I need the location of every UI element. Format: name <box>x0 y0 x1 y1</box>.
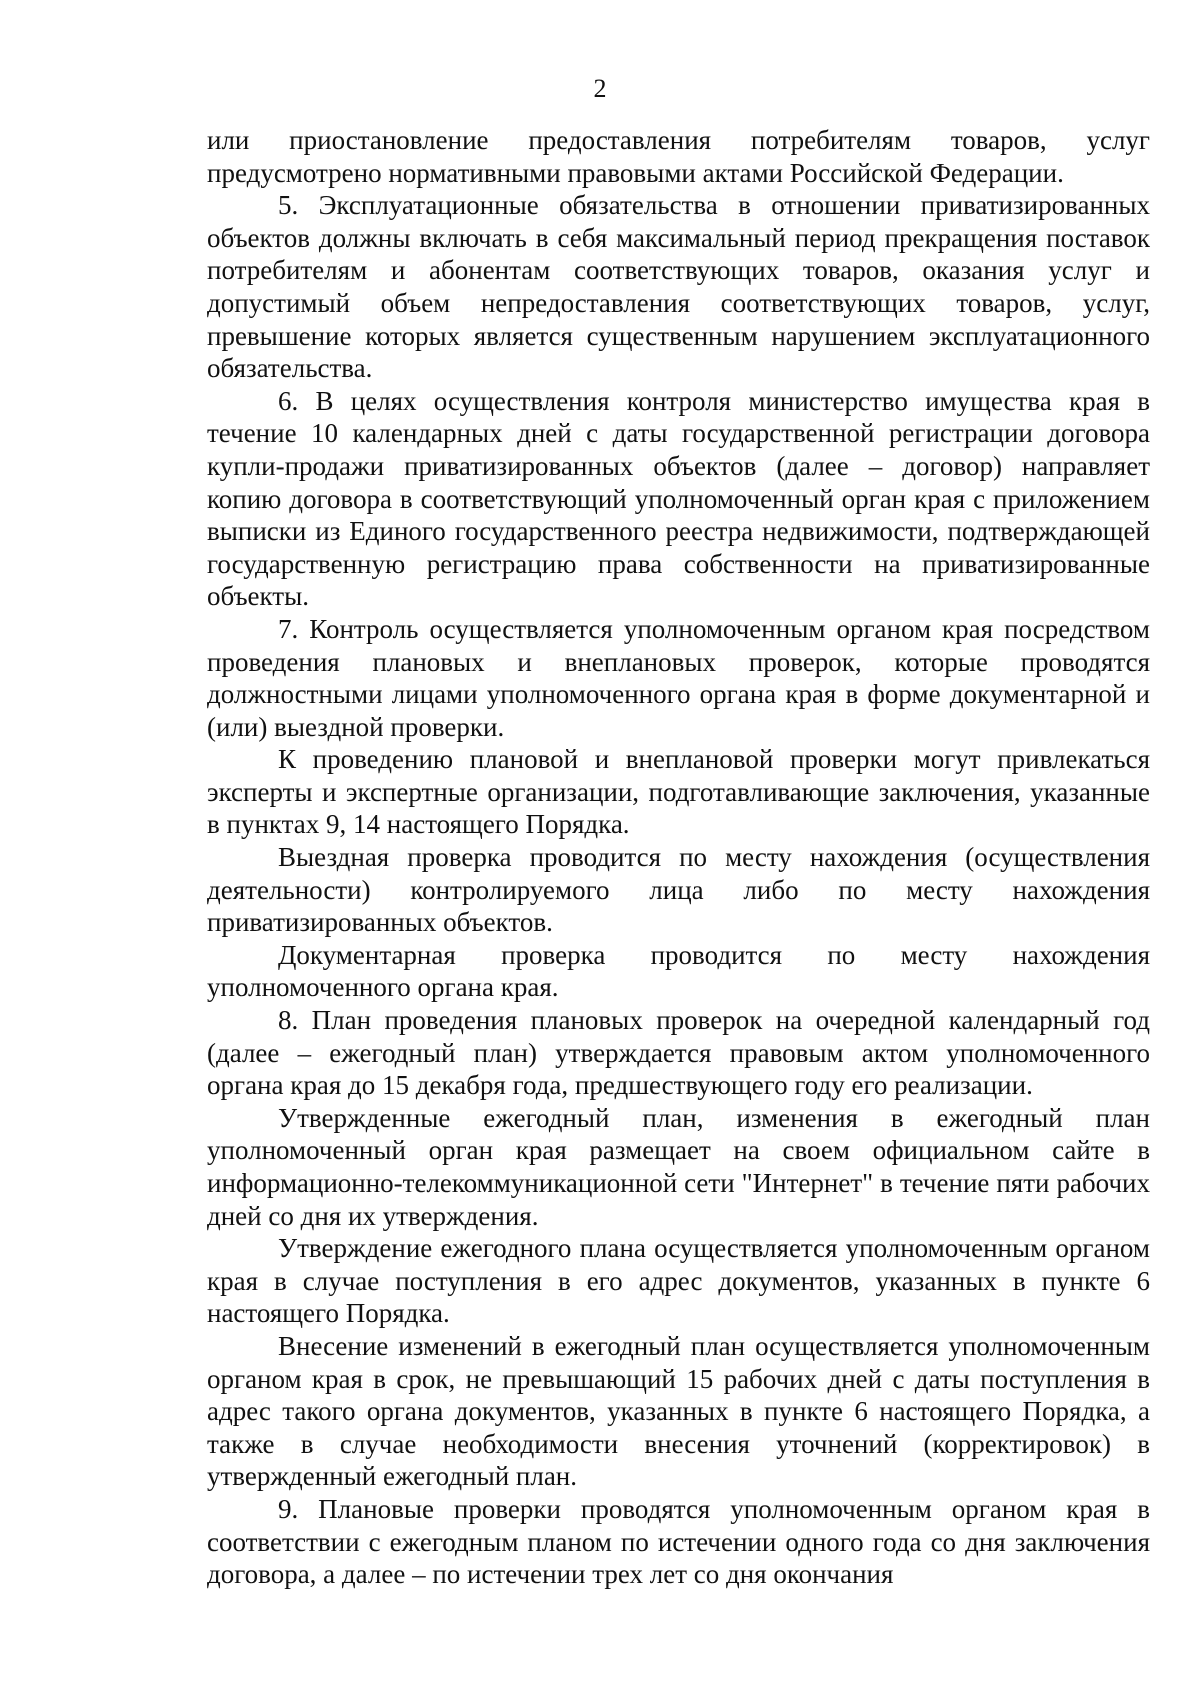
paragraph-field-inspection: Выездная проверка проводится по месту нахождения (осуществления деятельности) контролируемого лица либо по месту нахождения приватизированных объектов. <box>207 842 1150 938</box>
page-number: 2 <box>593 74 607 103</box>
paragraph-item-9: 9. Плановые проверки проводятся уполномоченным органом края в соответствии с ежегодным планом по истечении одного года со дня заключения договора, а далее – по истечении трех лет со дня окончания <box>207 1493 1150 1590</box>
paragraph-item-7: 7. Контроль осуществляется уполномоченным органом края посредством проведения плановых и внеплановых проверок, которые проводятся должностными лицами уполномоченного органа края в форме документарной и (или) выездной проверки. <box>207 613 1150 742</box>
paragraph-item-8: 8. План проведения плановых проверок на очередной календарный год (далее – ежегодный план) утверждается правовым актом уполномоченного органа края до 15 декабря года, предшествующего году его реализации. <box>207 1005 1150 1101</box>
document-body <box>207 124 1150 1591</box>
paragraph-plan-approval: Утверждение ежегодного плана осуществляется уполномоченным органом края в случае поступления в его адрес документов, указанных в пункте 6 настоящего Порядка. <box>207 1233 1150 1329</box>
paragraph-plan-publication: Утвержденные ежегодный план, изменения в ежегодный план уполномоченный орган края размещает на своем официальном сайте в информационно-телекоммуникационной сети "Интернет" в течение пяти рабочих дней со дня их утверждения. <box>207 1102 1150 1231</box>
paragraph-continuation: или приостановление предоставления потребителям товаров, услуг предусмотрено нормативными правовыми актами Российской Федерации. <box>207 125 1150 188</box>
paragraph-experts: К проведению плановой и внеплановой проверки могут привлекаться эксперты и экспертные организации, подготавливающие заключения, указанные в пунктах 9, 14 настоящего Порядка. <box>207 744 1150 840</box>
paragraph-item-5: 5. Эксплуатационные обязательства в отношении приватизированных объектов должны включать в себя максимальный период прекращения поставок потребителям и абонентам соответствующих товаров, оказания услуг и допустимый объем непредоставления соответствующих товаров, услуг, превышение которых является существенным нарушением эксплуатационного обязательства. <box>207 190 1150 384</box>
paragraph-documentary-inspection: Документарная проверка проводится по месту нахождения уполномоченного органа края. <box>207 939 1150 1003</box>
paragraph-plan-changes: Внесение изменений в ежегодный план осуществляется уполномоченным органом края в срок, не превышающий 15 рабочих дней с даты поступления в адрес такого органа документов, указанных в пункте 6 настоящего Порядка, а также в случае необходимости внесения уточнений (корректировок) в утвержденный ежегодный план. <box>207 1330 1150 1492</box>
paragraph-item-6: 6. В целях осуществления контроля министерство имущества края в течение 10 календарных дней с даты государственной регистрации договора купли-продажи приватизированных объектов (далее – договор) направляет копию договора в соответствующий уполномоченный орган края с приложением выписки из Единого государственного реестра недвижимости, подтверждающей государственную регистрацию права собственности на приватизированные объекты. <box>207 385 1150 612</box>
